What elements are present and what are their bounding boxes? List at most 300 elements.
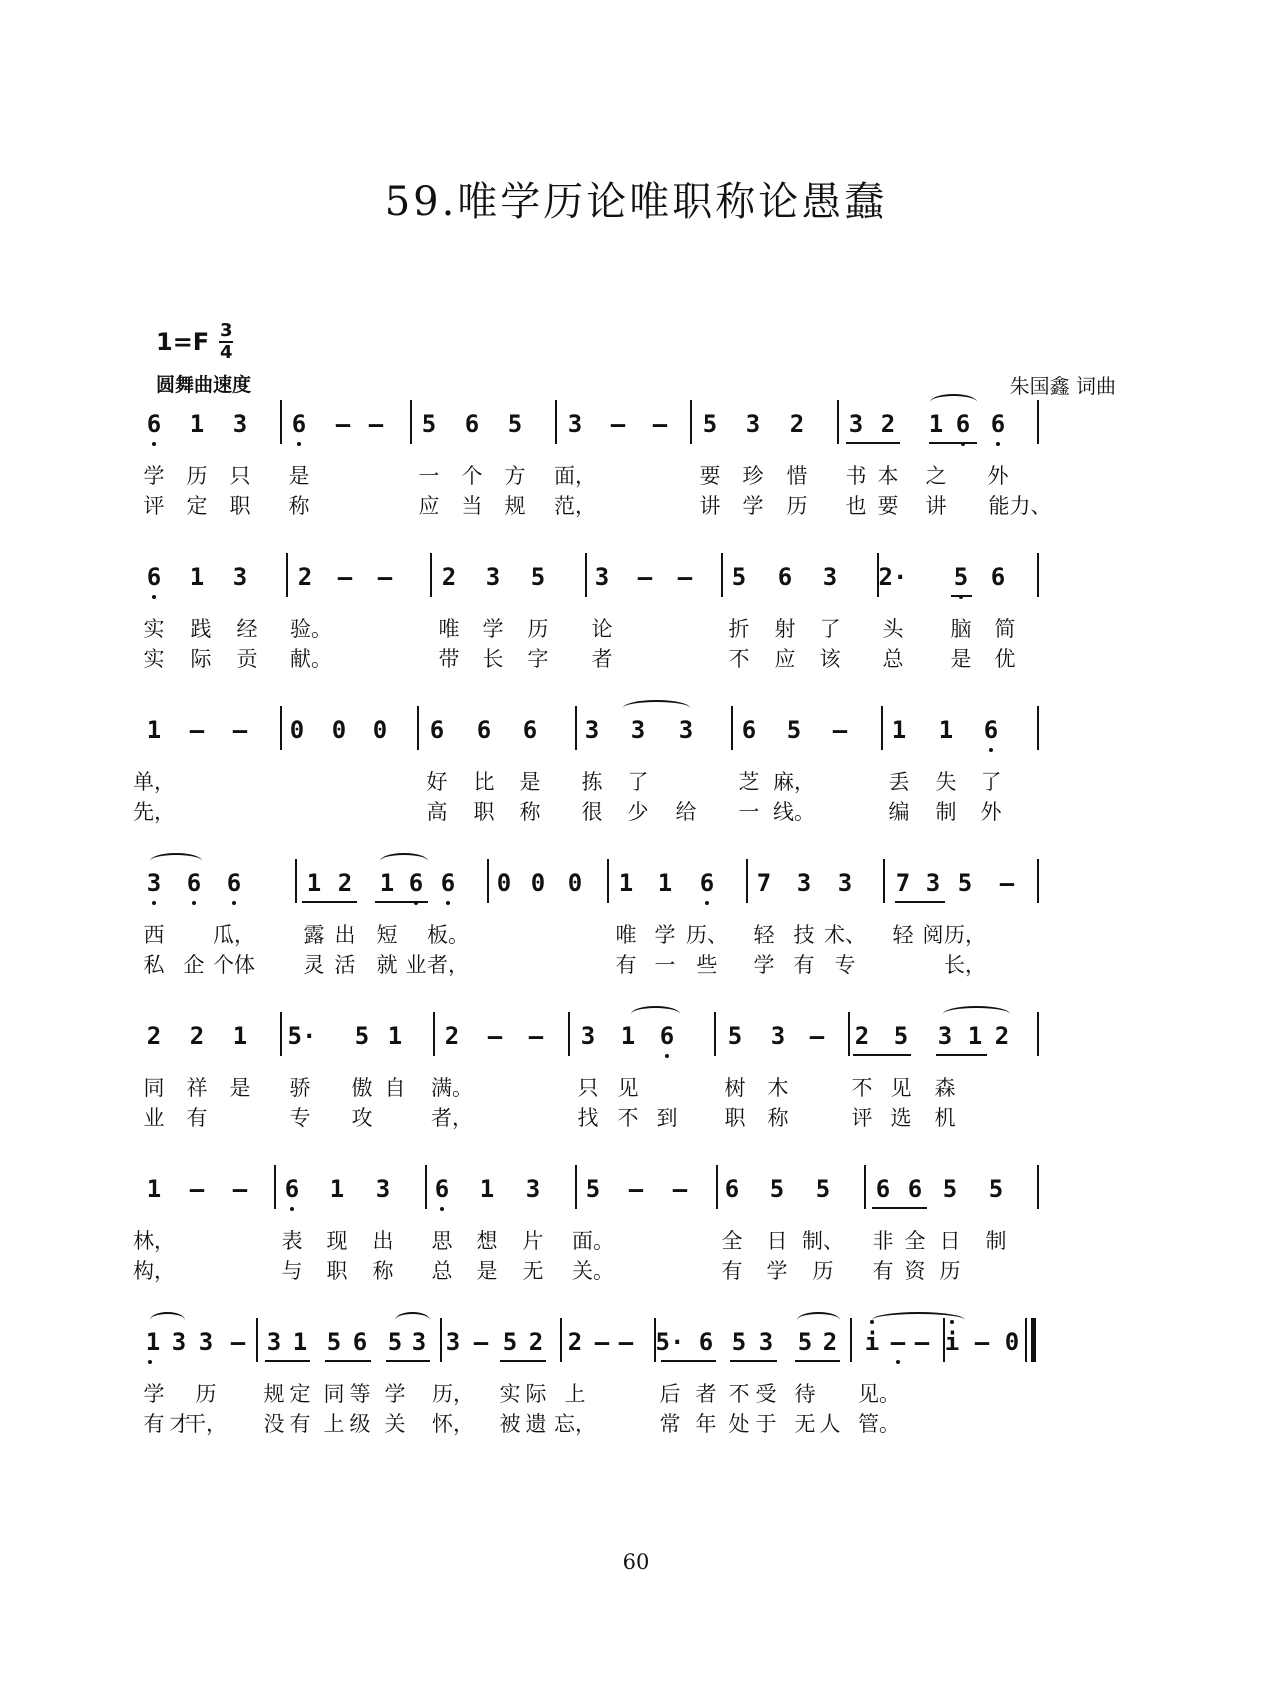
lyric-syllable: 术、 <box>824 923 866 947</box>
note: – <box>337 563 353 591</box>
barline <box>417 706 419 750</box>
lyric-syllable: 森 <box>934 1076 956 1100</box>
lyric-syllable: 规 <box>504 494 526 518</box>
low-octave-dot <box>961 442 965 446</box>
lyric-syllable: 好 <box>426 770 448 794</box>
lyric-syllable: 就 <box>376 953 398 977</box>
lyric-syllable: 历、 <box>686 923 728 947</box>
notation-line <box>146 859 1110 911</box>
lyric-syllable: 定 <box>186 494 208 518</box>
low-octave-dot <box>989 748 993 752</box>
beam-underline <box>853 1054 911 1056</box>
low-octave-dot <box>232 901 236 905</box>
note: 3 <box>146 869 162 897</box>
time-signature <box>219 322 233 362</box>
note: 1 <box>938 716 954 744</box>
lyric-syllable: 了 <box>627 770 649 794</box>
note: 5 <box>530 563 546 591</box>
low-octave-dot <box>152 442 156 446</box>
lyric-syllable: 评 <box>143 494 165 518</box>
lyric-syllable: 于 <box>755 1412 777 1436</box>
time-signature-bottom: 4 <box>219 342 233 363</box>
note: 2 <box>444 1022 460 1050</box>
lyric-syllable: 历 <box>186 464 208 488</box>
lyric-syllable: 献。 <box>290 647 332 671</box>
lyric-syllable: 表 <box>281 1229 303 1253</box>
note: 5 <box>421 410 437 438</box>
lyric-syllable: 者 <box>591 647 613 671</box>
note: 6 <box>408 869 424 897</box>
barline <box>487 859 489 903</box>
lyric-syllable: 总 <box>882 647 904 671</box>
lyric-syllable: 应 <box>774 647 796 671</box>
barline <box>568 1012 570 1056</box>
note: 7 <box>756 869 772 897</box>
high-octave-dot <box>950 1320 954 1324</box>
slur <box>150 853 202 869</box>
lyric-syllable: 上 <box>323 1412 345 1436</box>
low-octave-dot <box>290 1207 294 1211</box>
slur <box>623 700 690 716</box>
lyric-syllable: 简 <box>994 617 1016 641</box>
lyric-syllable: 忘， <box>554 1412 596 1436</box>
lyric-syllable: 编 <box>888 800 910 824</box>
note: 1 <box>891 716 907 744</box>
note: 3 <box>198 1328 214 1356</box>
note: 5 <box>507 410 523 438</box>
note: 1 <box>189 563 205 591</box>
lyric-syllable: 同 <box>323 1382 345 1406</box>
lyric-syllable: 傲 <box>351 1076 373 1100</box>
barline <box>280 706 282 750</box>
notation-line <box>146 553 1110 605</box>
lyric-syllable: 业 <box>143 1106 165 1130</box>
barline <box>837 400 839 444</box>
note: 2 <box>441 563 457 591</box>
lyric-syllable: 阅 <box>922 923 944 947</box>
lyric-syllable: 历 <box>195 1382 217 1406</box>
note: – <box>487 1022 503 1050</box>
barline <box>410 400 412 444</box>
lyric-syllable: 是 <box>288 464 310 488</box>
key-signature <box>156 322 233 362</box>
lyric-syllable: 攻 <box>351 1106 373 1130</box>
beam-underline <box>661 1360 716 1362</box>
lyric-syllable: 验。 <box>290 617 332 641</box>
note: 6 <box>440 869 456 897</box>
lyric-syllable: 应 <box>418 494 440 518</box>
lyric-syllable: 机 <box>934 1106 956 1130</box>
note: 5 <box>731 563 747 591</box>
score-system <box>143 1318 1110 1458</box>
beam-underline <box>325 1360 371 1362</box>
note: – <box>189 716 205 744</box>
lyric-syllable: 脑 <box>950 617 972 641</box>
low-octave-dot <box>148 1360 152 1364</box>
lyric-syllable: 灵 <box>303 953 325 977</box>
lyric-syllable: 非 <box>872 1229 894 1253</box>
lyric-syllable: 者， <box>427 953 469 977</box>
note: 5 <box>893 1022 909 1050</box>
lyric-syllable: 有 <box>615 953 637 977</box>
barline <box>575 706 577 750</box>
note: – <box>999 869 1015 897</box>
note: 1 <box>479 1175 495 1203</box>
note: 6 <box>429 716 445 744</box>
lyric-syllable: 见 <box>890 1076 912 1100</box>
low-octave-dot <box>959 595 963 599</box>
lyric-syllable: 际 <box>190 647 212 671</box>
lyric-syllable: 珍 <box>742 464 764 488</box>
note: 1 <box>379 869 395 897</box>
note: 0 <box>289 716 305 744</box>
lyric-syllable: 历， <box>944 923 986 947</box>
lyric-syllable: 规 <box>263 1382 285 1406</box>
lyric-syllable: 经 <box>236 617 258 641</box>
barline <box>440 1318 442 1362</box>
lyric-syllable: 唯 <box>438 617 460 641</box>
barline <box>881 706 883 750</box>
lyric-syllable: 出 <box>372 1229 394 1253</box>
note: 6 <box>699 869 715 897</box>
note: 2 <box>528 1328 544 1356</box>
lyric-line-2 <box>143 949 1110 977</box>
lyric-syllable: 历 <box>527 617 549 641</box>
note: 5 <box>731 1328 747 1356</box>
barline <box>714 1012 716 1056</box>
lyric-syllable: 学 <box>384 1382 406 1406</box>
lyric-syllable: 一 <box>654 953 676 977</box>
note: – <box>677 563 693 591</box>
barline <box>433 1012 435 1056</box>
barline <box>1037 1165 1039 1209</box>
lyric-syllable: 林， <box>133 1229 175 1253</box>
low-octave-dot <box>414 901 418 905</box>
note: 6 <box>983 716 999 744</box>
lyric-syllable: 轻 <box>892 923 914 947</box>
note: 0 <box>1004 1328 1020 1356</box>
note: – <box>368 410 384 438</box>
barline <box>274 1165 276 1209</box>
lyric-syllable: 带 <box>438 647 460 671</box>
lyric-syllable: 不 <box>851 1076 873 1100</box>
lyric-syllable: 到 <box>656 1106 678 1130</box>
lyric-syllable: 技 <box>793 923 815 947</box>
lyric-syllable: 待 <box>794 1382 816 1406</box>
lyric-syllable: 唯 <box>615 923 637 947</box>
lyric-syllable: 一 <box>418 464 440 488</box>
lyric-syllable: 讲 <box>925 494 947 518</box>
note: – <box>335 410 351 438</box>
lyric-syllable: 私 <box>143 953 165 977</box>
lyric-syllable: 少 <box>627 800 649 824</box>
barline <box>864 1165 866 1209</box>
lyric-syllable: 职 <box>473 800 495 824</box>
note: – <box>628 1175 644 1203</box>
barline <box>560 1318 562 1362</box>
note: 5 <box>953 563 969 591</box>
low-octave-dot <box>705 901 709 905</box>
note: 3 <box>925 869 941 897</box>
note: 6 <box>464 410 480 438</box>
note: 3 <box>411 1328 427 1356</box>
note: 3 <box>630 716 646 744</box>
note: 3 <box>796 869 812 897</box>
lyric-syllable: 历 <box>939 1259 961 1283</box>
lyric-syllable: 只 <box>577 1076 599 1100</box>
lyric-syllable: 企 <box>183 953 205 977</box>
score-system <box>143 859 1110 999</box>
lyric-syllable: 线。 <box>773 800 815 824</box>
score-system <box>143 1012 1110 1152</box>
lyric-syllable: 该 <box>819 647 841 671</box>
lyric-syllable: 见 <box>617 1076 639 1100</box>
barline <box>1025 1318 1027 1362</box>
barline <box>746 859 748 903</box>
lyric-syllable: 有 <box>872 1259 894 1283</box>
lyric-syllable: 日 <box>939 1229 961 1253</box>
note: 0 <box>567 869 583 897</box>
lyric-syllable: 也 <box>845 494 867 518</box>
score-system <box>143 400 1110 540</box>
note: 3 <box>232 410 248 438</box>
lyric-syllable: 长 <box>482 647 504 671</box>
note: 2 <box>337 869 353 897</box>
lyric-syllable: 称 <box>288 494 310 518</box>
note: 5· <box>655 1328 685 1356</box>
low-octave-dot <box>152 595 156 599</box>
note: 1 <box>145 1328 161 1356</box>
barline <box>850 1318 852 1362</box>
lyric-syllable: 年 <box>695 1412 717 1436</box>
barline <box>425 1165 427 1209</box>
barline <box>848 1012 850 1056</box>
lyric-syllable: 个体 <box>213 953 255 977</box>
lyric-syllable: 者 <box>695 1382 717 1406</box>
lyric-syllable: 制、 <box>802 1229 844 1253</box>
lyric-syllable: 全 <box>721 1229 743 1253</box>
barline <box>256 1318 258 1362</box>
beam-underline <box>375 901 428 903</box>
low-octave-dot <box>192 901 196 905</box>
note: 2 <box>880 410 896 438</box>
note: 6 <box>352 1328 368 1356</box>
lyric-syllable: 有 <box>721 1259 743 1283</box>
lyric-syllable: 书 <box>845 464 867 488</box>
key-label: 1=F <box>156 328 210 356</box>
note: 6 <box>146 410 162 438</box>
note: – <box>189 1175 205 1203</box>
beam-underline <box>730 1360 777 1362</box>
lyric-syllable: 了 <box>819 617 841 641</box>
lyric-syllable: 有 <box>143 1412 165 1436</box>
lyric-syllable: 怀， <box>432 1412 474 1436</box>
note: 1 <box>618 869 634 897</box>
lyric-syllable: 同 <box>143 1076 165 1100</box>
note: i <box>864 1328 880 1356</box>
lyric-syllable: 与 <box>281 1259 303 1283</box>
beam-underline <box>302 901 357 903</box>
score-system <box>133 706 1110 846</box>
note: 3 <box>822 563 838 591</box>
lyric-syllable: 只 <box>229 464 251 488</box>
note: 5 <box>797 1328 813 1356</box>
lyric-syllable: 级 <box>349 1412 371 1436</box>
lyric-syllable: 高 <box>426 800 448 824</box>
lyric-syllable: 惜 <box>786 464 808 488</box>
lyric-syllable: 学 <box>766 1259 788 1283</box>
lyric-syllable: 见。 <box>858 1382 900 1406</box>
beam-underline <box>846 442 900 444</box>
note: 6 <box>990 563 1006 591</box>
note: 5 <box>769 1175 785 1203</box>
lyric-syllable: 历 <box>812 1259 834 1283</box>
lyric-syllable: 关 <box>384 1412 406 1436</box>
lyric-syllable: 先， <box>133 800 175 824</box>
lyric-syllable: 丢 <box>888 770 910 794</box>
lyric-syllable: 芝 <box>738 770 760 794</box>
lyric-syllable: 骄 <box>289 1076 311 1100</box>
lyric-syllable: 被 <box>499 1412 521 1436</box>
note: 3 <box>375 1175 391 1203</box>
lyric-syllable: 受 <box>755 1382 777 1406</box>
note: 3 <box>266 1328 282 1356</box>
lyric-line-1 <box>133 1225 1110 1253</box>
lyric-syllable: 有 <box>186 1106 208 1130</box>
lyric-syllable: 长， <box>944 953 986 977</box>
note: 5 <box>815 1175 831 1203</box>
barline <box>716 1165 718 1209</box>
lyric-line-1 <box>133 766 1110 794</box>
lyric-syllable: 瓜， <box>213 923 255 947</box>
lyric-syllable: 面， <box>554 464 596 488</box>
note: – <box>230 1328 246 1356</box>
lyric-syllable: 给 <box>675 800 697 824</box>
low-octave-dot <box>665 1054 669 1058</box>
lyric-syllable: 是 <box>519 770 541 794</box>
lyric-syllable: 称 <box>372 1259 394 1283</box>
tempo-marking: 圆舞曲速度 <box>156 374 252 396</box>
slur <box>395 1312 430 1328</box>
lyric-syllable: 面。 <box>572 1229 614 1253</box>
note: – <box>610 410 626 438</box>
barline <box>721 553 723 597</box>
note: 6 <box>955 410 971 438</box>
note: 6 <box>875 1175 891 1203</box>
note: 1 <box>329 1175 345 1203</box>
note: 5 <box>957 869 973 897</box>
lyric-line-2 <box>133 1255 1110 1283</box>
lyric-line-2 <box>143 643 1110 671</box>
lyric-syllable: 找 <box>577 1106 599 1130</box>
lyric-syllable: 实 <box>499 1382 521 1406</box>
note: 0 <box>331 716 347 744</box>
lyric-syllable: 遗 <box>525 1412 547 1436</box>
note: – <box>914 1328 930 1356</box>
lyric-syllable: 个 <box>461 464 483 488</box>
beam-underline <box>936 1054 987 1056</box>
note: 5 <box>786 716 802 744</box>
lyric-syllable: 职 <box>229 494 251 518</box>
lyric-syllable: 选 <box>890 1106 912 1130</box>
lyric-syllable: 讲 <box>699 494 721 518</box>
lyric-syllable: 木 <box>767 1076 789 1100</box>
low-octave-dot <box>297 442 301 446</box>
note: – <box>232 716 248 744</box>
note: 3 <box>745 410 761 438</box>
barline <box>585 553 587 597</box>
note: 0 <box>530 869 546 897</box>
note: 6 <box>146 563 162 591</box>
lyric-syllable: 制 <box>985 1229 1007 1253</box>
note: 6 <box>698 1328 714 1356</box>
lyric-syllable: 自 <box>384 1076 406 1100</box>
lyric-syllable: 学 <box>753 953 775 977</box>
low-octave-dot <box>896 1360 900 1364</box>
lyric-syllable: 贡 <box>236 647 258 671</box>
note: 3 <box>580 1022 596 1050</box>
lyric-syllable: 学 <box>143 1382 165 1406</box>
beam-underline <box>795 1360 840 1362</box>
lyric-syllable: 评 <box>851 1106 873 1130</box>
lyric-line-2 <box>143 1102 1110 1130</box>
note: 5 <box>326 1328 342 1356</box>
lyric-syllable: 折 <box>728 617 750 641</box>
note: 3 <box>445 1328 461 1356</box>
note: 3 <box>525 1175 541 1203</box>
lyric-syllable: 出 <box>334 923 356 947</box>
slur <box>631 1006 680 1022</box>
note: – <box>528 1022 544 1050</box>
lyric-syllable: 不 <box>728 647 750 671</box>
barline <box>280 1012 282 1056</box>
barline <box>607 859 609 903</box>
note: – <box>618 1328 634 1356</box>
beam-underline <box>895 901 945 903</box>
final-barline <box>1031 1318 1036 1362</box>
lyric-syllable: 拣 <box>581 770 603 794</box>
lyric-syllable: 学 <box>654 923 676 947</box>
barline <box>555 400 557 444</box>
note: 1 <box>620 1022 636 1050</box>
barline <box>654 1318 656 1362</box>
lyric-syllable: 之 <box>925 464 947 488</box>
barline <box>1037 553 1039 597</box>
lyric-syllable: 片 <box>522 1229 544 1253</box>
note: 5 <box>942 1175 958 1203</box>
lyric-syllable: 本 <box>877 464 899 488</box>
note: 2 <box>994 1022 1010 1050</box>
lyric-syllable: 处 <box>728 1412 750 1436</box>
lyric-syllable: 践 <box>190 617 212 641</box>
lyric-syllable: 范， <box>554 494 596 518</box>
lyric-syllable: 要 <box>877 494 899 518</box>
note: 2 <box>789 410 805 438</box>
note: 3 <box>584 716 600 744</box>
lyric-syllable: 没 <box>263 1412 285 1436</box>
note: 3 <box>485 563 501 591</box>
beam-underline <box>500 1360 546 1362</box>
slur <box>380 853 428 869</box>
note: – <box>594 1328 610 1356</box>
beam-underline <box>265 1360 310 1362</box>
note: – <box>672 1175 688 1203</box>
lyric-syllable: 历 <box>786 494 808 518</box>
lyric-syllable: 专 <box>834 953 856 977</box>
lyric-line-1 <box>143 1378 1110 1406</box>
lyric-syllable: 总 <box>431 1259 453 1283</box>
composer-credit: 朱国鑫 词曲 <box>1009 374 1116 398</box>
